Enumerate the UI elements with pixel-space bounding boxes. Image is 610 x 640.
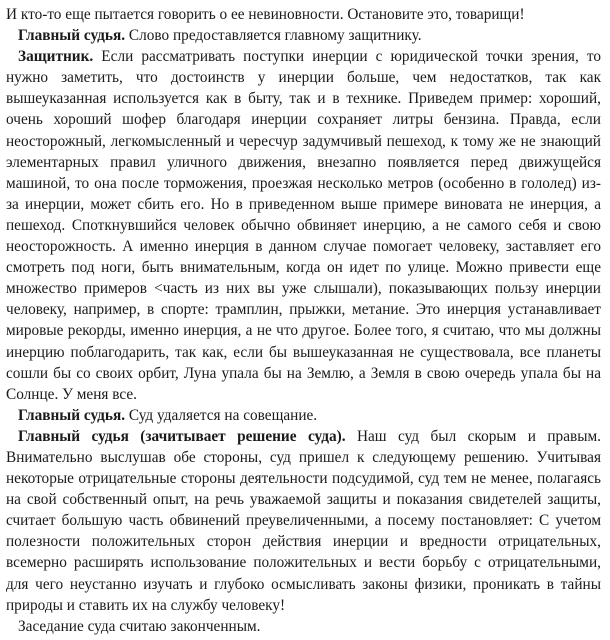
paragraph-text: Если рассматривать поступки инерции с юридической точки зрения, то нужно заметить, что достоинств у инерции больше, чем недостатков, так как вышеуказанная используется как в быту, так и в технике. Приведем пример: хороший, очень хороший шофер благодаря инерции сохраняет литры бензина. Правда, если неосторожный, легкомысленный и чересчур задумчивый пешеход, к тому же не знающий элементарных правил уличного движения, внезапно появляется перед движущейся машиной, то она после торможения, проезжая несколько метров (особенно в гололед) из-за инерции, может сбить его. Но в приведенном выше примере виновата не инерция, а пешеход. Споткнувшийся человек обычно обвиняет инерцию, а не самого себя и свою неосторожность. А именно инерция в данном случае помогает человеку, заставляет его смотреть под ноги, быть внимательным, когда он идет по улице. Можно привести еще множество примеров <часть из них вы уже слышали), показывающих пользу инерции человеку, например, в спорте: трамплин, прыжки, метание. Это инерция устанавливает мировые рекорды, именно инерция, а не что другое. Более того, я считаю, что мы должны инерцию поблагодарить, так как, если бы вышеуказанная не существовала, все планеты сошли бы со своих орбит, Луна упала бы на Землю, а Земля в свою очередь упала бы на Солнце. У меня все. — [6, 48, 601, 403]
paragraph-text: Суд удаляется на совещание. — [125, 406, 318, 424]
paragraph-closing-accusation — [6, 4, 601, 25]
paragraph-text: Заседание суда считаю законченным. — [18, 617, 261, 635]
speaker-label: Главный судья (зачитывает решение суда). — [18, 427, 346, 445]
paragraph-text: Наш суд был скорым и правым. Внимательно выслушав обе стороны, суд пришел к следующему решению. Учитывая некоторые отрицательные стороны деятельности подсудимой, суд тем не менее, полагаясь на свой собственный опыт, на речь уважаемой защиты и показания свидетелей защиты, считает большую часть обвинений преувеличенными, а посему постановляет: С учетом полезности положительных сторон действия инерции и вредности отрицательных, всемерно расширять использование положительных и вести борьбу с отрицательными, для чего неустанно изучать и глубоко осмысливать законы физики, проникать в тайны природы и ставить их на службу человеку! — [6, 427, 601, 614]
speaker-label: Защитник. — [18, 48, 94, 66]
paragraph-closing — [6, 616, 601, 637]
speaker-label: Главный судья. — [18, 27, 126, 45]
speaker-label: Главный судья. — [18, 406, 126, 424]
paragraph-judge-recess — [6, 405, 601, 426]
paragraph-judge-announcement — [6, 25, 601, 46]
paragraph-text: Слово предоставляется главному защитнику. — [125, 27, 422, 45]
paragraph-defender-speech — [6, 46, 601, 405]
paragraph-text: И кто-то еще пытается говорить о ее невиновности. Остановите это, товарищи! — [6, 6, 525, 23]
paragraph-verdict — [6, 426, 601, 616]
